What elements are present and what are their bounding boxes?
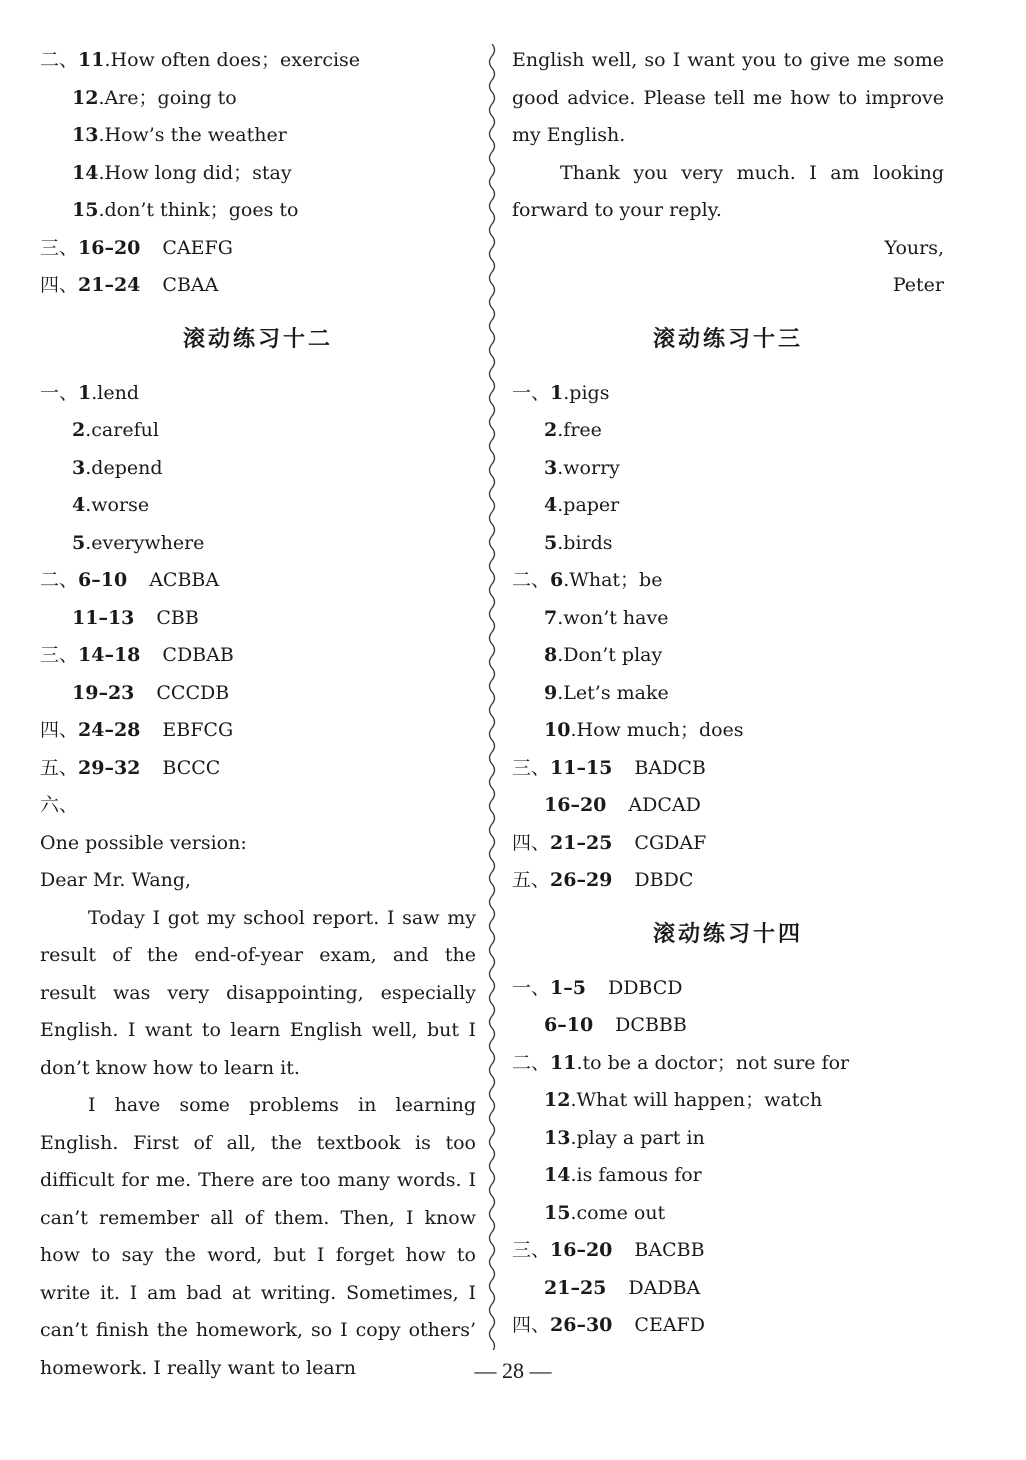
- question-number: 3: [72, 456, 86, 479]
- answer-text: CCCDB: [156, 681, 230, 704]
- question-number: 19–23: [72, 681, 135, 704]
- separator: .: [570, 1201, 577, 1224]
- answer-row: [512, 375, 944, 413]
- right-column: [512, 42, 944, 1345]
- question-number: 1: [78, 381, 92, 404]
- section-title-12: 滚动练习十二: [182, 326, 333, 352]
- answer-row: [40, 42, 476, 80]
- question-number: 6: [550, 569, 564, 591]
- question-number: 26–29: [550, 869, 613, 891]
- question-number: 14: [544, 1164, 571, 1186]
- section-number: 四、: [40, 274, 79, 296]
- separator: .: [557, 681, 564, 704]
- answer-row: [512, 1232, 944, 1270]
- answer-text: come out: [576, 1201, 666, 1224]
- question-number: 15: [72, 199, 99, 221]
- answer-list-12: [40, 375, 476, 788]
- answer-row: [512, 1195, 944, 1233]
- answer-row: [40, 412, 476, 450]
- answer-row: [512, 562, 944, 600]
- answer-row: [40, 155, 476, 193]
- answer-row: [512, 450, 944, 488]
- letter-signature: Peter: [892, 274, 944, 296]
- question-number: 2: [544, 419, 558, 441]
- answer-text: Don’t play: [563, 644, 663, 666]
- letter-thanks: Thank you very much. I am looking forward to your reply.: [512, 161, 944, 221]
- answer-list-14: [512, 970, 944, 1345]
- answer-row: [40, 375, 476, 413]
- answer-row: [512, 675, 944, 713]
- answer-row: [512, 1120, 944, 1158]
- answer-text: What；be: [569, 569, 663, 591]
- question-number: 5: [72, 531, 86, 554]
- answer-row: [512, 1082, 944, 1120]
- answer-text: How’s the weather: [104, 124, 287, 146]
- answer-row: [40, 80, 476, 118]
- answer-row: [512, 1307, 944, 1345]
- answer-row: [512, 1157, 944, 1195]
- section-number: 二、: [40, 569, 79, 591]
- answer-row: [40, 750, 476, 788]
- answer-text: DBDC: [634, 869, 694, 891]
- answer-text: CGDAF: [634, 831, 707, 854]
- answer-text: don’t think；goes to: [104, 199, 299, 221]
- answer-text: Are；going to: [104, 86, 237, 109]
- section-number: 四、: [40, 719, 79, 741]
- question-number: 15: [544, 1201, 571, 1224]
- separator: .: [91, 381, 98, 404]
- question-number: 4: [544, 494, 558, 516]
- section-number: 一、: [512, 381, 551, 404]
- answer-text: play a part in: [576, 1126, 705, 1149]
- answer-row: [512, 970, 944, 1008]
- separator: .: [98, 199, 105, 221]
- answer-row: [512, 412, 944, 450]
- letter-closing: Yours,: [884, 236, 944, 259]
- answer-text: DADBA: [628, 1276, 701, 1299]
- question-number: 11: [78, 49, 105, 71]
- separator: .: [98, 124, 105, 146]
- section-number: 五、: [40, 756, 79, 779]
- answer-text: pigs: [569, 381, 610, 404]
- section-number: 一、: [40, 381, 79, 404]
- section-number: 二、: [40, 49, 79, 71]
- answer-text: How often does；exercise: [110, 49, 361, 71]
- question-number: 3: [544, 456, 558, 479]
- question-number: 7: [544, 606, 558, 629]
- question-number: 12: [72, 86, 99, 109]
- separator: .: [85, 494, 92, 516]
- section-number: 三、: [40, 236, 79, 259]
- answer-text: What will happen；watch: [576, 1089, 823, 1111]
- answer-text: everywhere: [91, 531, 205, 554]
- answer-text: DCBBB: [615, 1014, 687, 1036]
- question-number: 26–30: [550, 1314, 613, 1336]
- question-number: 13: [72, 124, 99, 146]
- answer-row: [512, 487, 944, 525]
- answer-text: CAEFG: [162, 236, 233, 259]
- answer-text: careful: [91, 419, 159, 441]
- question-number: 11: [550, 1051, 577, 1074]
- separator: .: [576, 1051, 583, 1074]
- answer-text: BADCB: [634, 756, 706, 779]
- section-number: 三、: [512, 756, 551, 779]
- answer-text: EBFCG: [162, 719, 234, 741]
- separator: .: [557, 419, 564, 441]
- answer-row: [40, 562, 476, 600]
- question-number: 16–20: [544, 794, 607, 816]
- section-number: 一、: [512, 976, 551, 999]
- answer-text: worse: [91, 494, 150, 516]
- section-number: 四、: [512, 831, 551, 854]
- separator: .: [563, 569, 570, 591]
- separator: .: [85, 419, 92, 441]
- section-number: 三、: [40, 644, 79, 666]
- section-six-label: 六、: [40, 794, 79, 816]
- answer-text: ADCAD: [628, 794, 701, 816]
- answer-row: [512, 862, 944, 900]
- question-number: 6–10: [544, 1014, 594, 1036]
- answer-row: [40, 192, 476, 230]
- question-number: 4: [72, 494, 86, 516]
- separator: .: [570, 1126, 577, 1149]
- separator: .: [98, 86, 105, 109]
- answer-row: [40, 230, 476, 268]
- separator: .: [557, 456, 564, 479]
- answer-text: to be a doctor；not sure for: [582, 1051, 850, 1074]
- answer-row: [40, 525, 476, 563]
- section-title-13: 滚动练习十三: [652, 326, 803, 352]
- separator: .: [557, 644, 564, 666]
- question-number: 13: [544, 1126, 571, 1149]
- answer-text: CBAA: [162, 274, 219, 296]
- left-column: [40, 42, 476, 1387]
- answer-text: free: [563, 419, 602, 441]
- question-number: 2: [72, 419, 86, 441]
- answer-row: [40, 450, 476, 488]
- answer-text: BACBB: [634, 1239, 705, 1261]
- separator: .: [104, 49, 111, 71]
- question-number: 14: [72, 161, 99, 184]
- question-number: 10: [544, 719, 571, 741]
- answer-text: lend: [97, 381, 140, 404]
- answer-text: depend: [91, 456, 163, 479]
- question-number: 21–25: [544, 1276, 607, 1299]
- answer-row: [40, 117, 476, 155]
- separator: .: [85, 456, 92, 479]
- answer-row: [40, 637, 476, 675]
- answer-text: Let’s make: [563, 681, 669, 704]
- section-number: 四、: [512, 1314, 551, 1336]
- question-number: 1–5: [550, 976, 586, 999]
- answer-row: [512, 750, 944, 788]
- section-number: 二、: [512, 569, 551, 591]
- separator: .: [557, 494, 564, 516]
- answer-text: is famous for: [576, 1164, 702, 1186]
- answer-row: [512, 525, 944, 563]
- question-number: 12: [544, 1089, 571, 1111]
- section-number: 二、: [512, 1051, 551, 1074]
- page-number: — 28 —: [474, 1358, 552, 1383]
- answer-text: paper: [563, 494, 620, 516]
- answer-row: [40, 487, 476, 525]
- answer-list-11: [40, 42, 476, 305]
- question-number: 21–25: [550, 831, 613, 854]
- question-number: 9: [544, 681, 558, 704]
- separator: .: [557, 606, 564, 629]
- section-number: 三、: [512, 1239, 551, 1261]
- separator: .: [557, 531, 564, 554]
- answer-list-13: [512, 375, 944, 900]
- answer-text: CEAFD: [634, 1314, 705, 1336]
- question-number: 8: [544, 644, 558, 666]
- question-number: 11–15: [550, 756, 613, 779]
- answer-text: How long did；stay: [104, 161, 292, 184]
- letter-paragraph-2: I have some problems in learning English. First of all, the textbook is too difficult for me. There are too many words. I can’t remember all of them. Then, I know how to say the word, but I forget how to write it. I am bad at writing. Sometimes, I can’t finish the homework, so I copy others’ homework. I really want to learn: [40, 1094, 476, 1379]
- section-number: 五、: [512, 869, 551, 891]
- question-number: 16–20: [78, 236, 141, 259]
- answer-text: ACBBA: [149, 569, 220, 591]
- answer-text: worry: [563, 456, 620, 479]
- letter-continuation: English well, so I want you to give me some good advice. Please tell me how to improve my English.: [512, 49, 944, 146]
- column-divider: [482, 44, 502, 1350]
- version-label: One possible version:: [40, 831, 247, 854]
- answer-row: [40, 675, 476, 713]
- answer-row: [40, 712, 476, 750]
- answer-row: [512, 787, 944, 825]
- answer-row: [512, 1007, 944, 1045]
- section-title-14: 滚动练习十四: [652, 921, 803, 947]
- separator: .: [570, 1089, 577, 1111]
- separator: .: [570, 719, 577, 741]
- answer-row: [512, 712, 944, 750]
- question-number: 29–32: [78, 756, 141, 779]
- answer-row: [512, 1270, 944, 1308]
- answer-row: [512, 825, 944, 863]
- answer-row: [40, 267, 476, 305]
- answer-row: [512, 637, 944, 675]
- answer-text: How much；does: [576, 719, 744, 741]
- question-number: 11–13: [72, 606, 135, 629]
- answer-text: DDBCD: [607, 976, 683, 999]
- answer-text: birds: [563, 531, 613, 554]
- separator: .: [563, 381, 570, 404]
- letter-greeting: Dear Mr. Wang,: [40, 869, 192, 891]
- separator: .: [98, 161, 105, 184]
- answer-row: [512, 1045, 944, 1083]
- question-number: 5: [544, 531, 558, 554]
- question-number: 16–20: [550, 1239, 613, 1261]
- answer-row: [40, 600, 476, 638]
- answer-text: BCCC: [162, 756, 221, 779]
- question-number: 24–28: [78, 719, 141, 741]
- answer-text: CBB: [156, 606, 199, 629]
- question-number: 14–18: [78, 644, 141, 666]
- separator: .: [85, 531, 92, 554]
- letter-paragraph-1: Today I got my school report. I saw my result of the end-of-year exam, and the result was very disappointing, especially English. I want to learn English well, but I don’t know how to learn it.: [40, 906, 476, 1079]
- separator: .: [570, 1164, 577, 1186]
- answer-text: won’t have: [563, 606, 669, 629]
- answer-text: CDBAB: [162, 644, 234, 666]
- answer-row: [512, 600, 944, 638]
- question-number: 1: [550, 381, 564, 404]
- question-number: 21–24: [78, 274, 141, 296]
- question-number: 6–10: [78, 569, 128, 591]
